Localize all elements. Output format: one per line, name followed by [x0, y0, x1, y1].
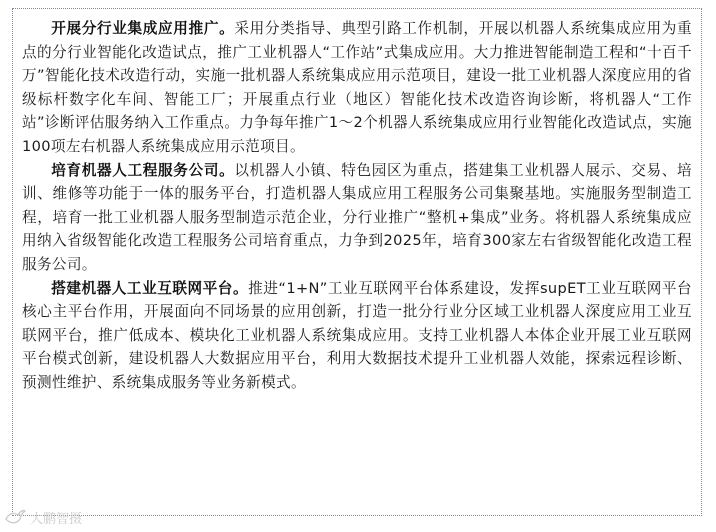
- paragraph-internet-platform: [22, 277, 692, 395]
- paragraph-text: 推进“1+N”工业互联网平台体系建设，发挥supET工业互联网平台核心主平台作用，开展面向不同场景的应用创新，打造一批分行业分区域工业机器人深度应用工业互联网平台，推广低成本、模块化工业机器人系统集成应用。支持工业机器人本体企业开展工业互联网平台模式创新，建设机器人大数据应用平台，利用大数据技术提升工业机器人效能，探索远程诊断、预测性维护、系统集成服务等业务新模式。: [22, 279, 692, 391]
- paragraph-service-companies: [22, 159, 692, 277]
- paragraph-industry-promotion: [22, 17, 692, 159]
- paragraph-heading: 培育机器人工程服务公司。: [51, 161, 235, 179]
- paragraph-text: 采用分类指导、典型引路工作机制，开展以机器人系统集成应用为重点的分行业智能化改造试点，推广工业机器人“工作站”式集成应用。大力推进智能制造工程和“十百千万”智能化技术改造行动，实施一批机器人系统集成应用示范项目，建设一批工业机器人深度应用的省级标杆数字化车间、智能工厂；开展重点行业（地区）智能化技术改造咨询诊断，将机器人“工作站”诊断评估服务纳入工作重点。力争每年推广1～2个机器人系统集成应用行业智能化改造试点，实施100项左右机器人系统集成应用示范项目。: [22, 20, 692, 155]
- paragraph-heading: 搭建机器人工业互联网平台。: [51, 279, 249, 297]
- bird-logo-icon: [4, 507, 26, 527]
- document-body: [22, 17, 692, 395]
- watermark-text: 大鹏智摄: [30, 511, 83, 527]
- paragraph-heading: 开展分行业集成应用推广。: [51, 20, 235, 37]
- watermark: [4, 506, 82, 528]
- paragraph-text: 以机器人小镇、特色园区为重点，搭建集工业机器人展示、交易、培训、维修等功能于一体的服务平台，打造机器人集成应用工程服务公司集聚基地。实施服务型制造工程，培育一批工业机器人服务型制造示范企业，分行业推广“整机+集成”业务。将机器人系统集成应用纳入省级智能化改造工程服务公司培育重点，力争到2025年，培育300家左右省级智能化改造工程服务公司。: [22, 161, 692, 273]
